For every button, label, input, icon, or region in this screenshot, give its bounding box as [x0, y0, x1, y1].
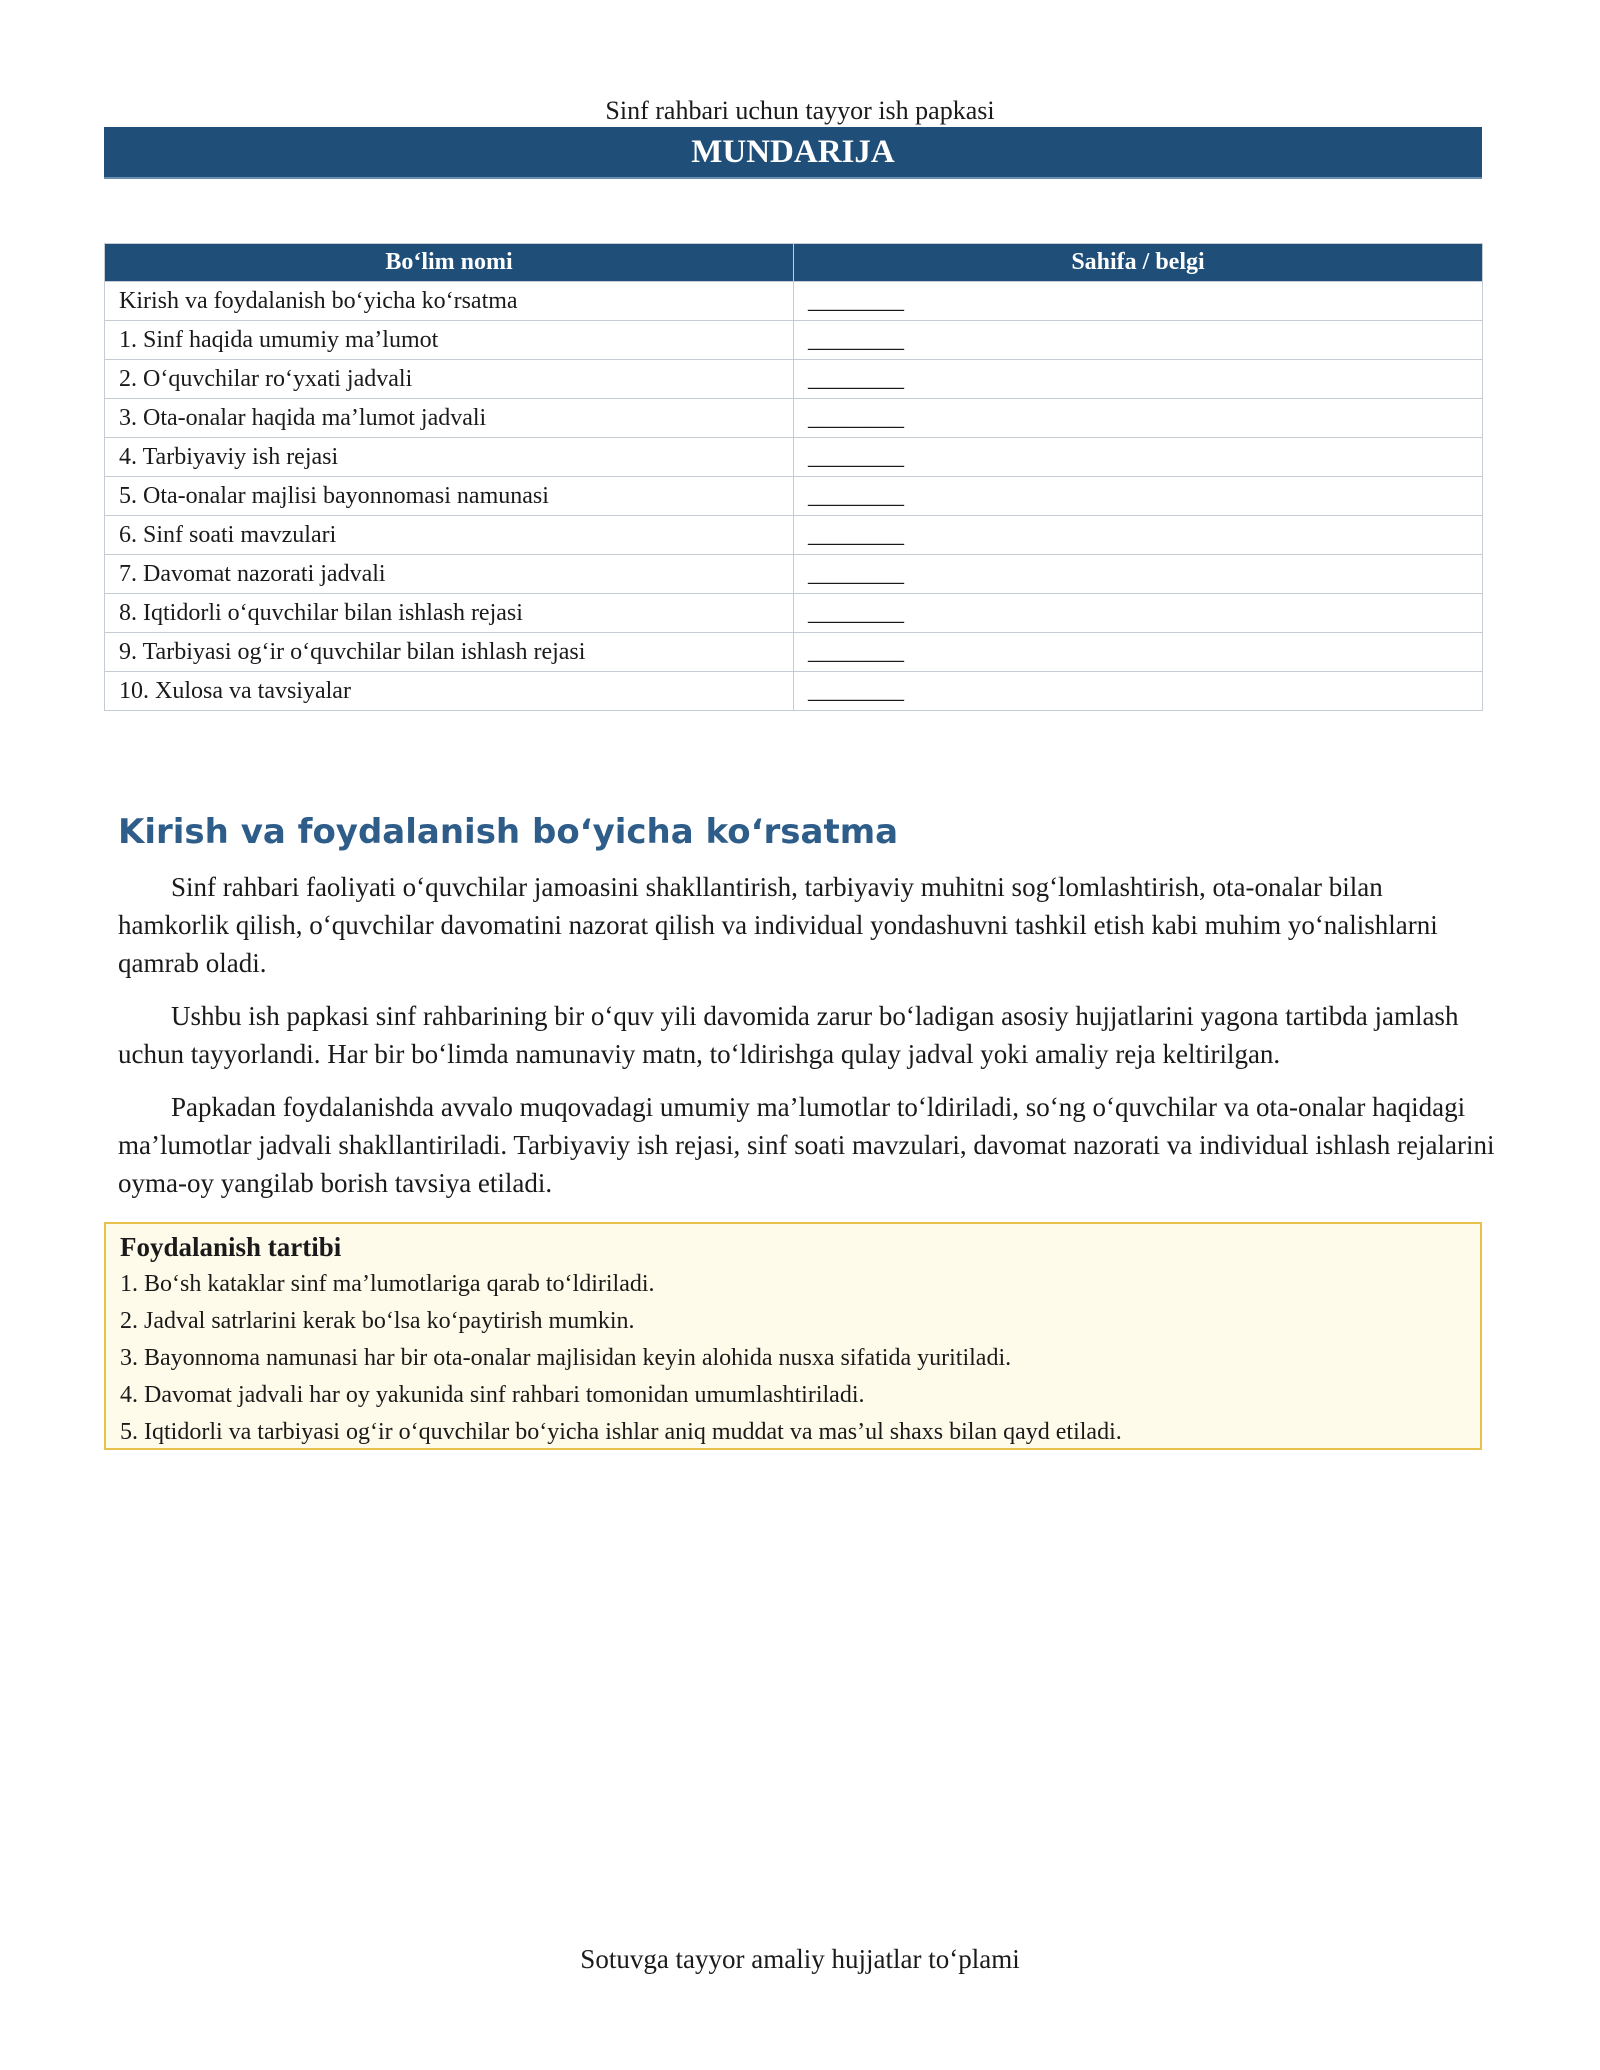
toc-page-blank: ________: [794, 321, 1483, 360]
list-item: 4. Davomat jadvali har oy yakunida sinf rahbari tomonidan umumlashtiriladi.: [120, 1382, 865, 1408]
toc-page-blank: ________: [794, 438, 1483, 477]
table-row: [105, 477, 1483, 516]
toc-page-blank: ________: [794, 282, 1483, 321]
note-title: Foydalanish tartibi: [120, 1232, 342, 1262]
toc-section-name: 9. Tarbiyasi og‘ir o‘quvchilar bilan ishlash rejasi: [105, 633, 794, 672]
table-row: [105, 438, 1483, 477]
page-header: Sinf rahbari uchun tayyor ish papkasi: [605, 96, 995, 125]
toc-section-name: 7. Davomat nazorati jadvali: [105, 555, 794, 594]
list-item: 3. Bayonnoma namunasi har bir ota-onalar majlisidan keyin alohida nusxa sifatida yuritiladi.: [120, 1345, 1012, 1371]
toc-page-blank: ________: [794, 594, 1483, 633]
section-heading: Kirish va foydalanish bo‘yicha ko‘rsatma: [118, 812, 899, 852]
toc-page-blank: ________: [794, 477, 1483, 516]
section-body: [118, 868, 1498, 1217]
toc-header-row: [105, 244, 1483, 282]
list-item: 5. Iqtidorli va tarbiyasi og‘ir o‘quvchilar bo‘yicha ishlar aniq muddat va mas’ul shaxs bilan qayd etiladi.: [120, 1419, 1122, 1445]
body-paragraph: Sinf rahbari faoliyati o‘quvchilar jamoasini shakllantirish, tarbiyaviy muhitni sog‘lomlashtirish, ota-onalar bilan hamkorlik qilish, o‘quvchilar davomatini nazorat qilish va individual yondashuvni tashkil etish kabi muhim yo‘nalishlarni qamrab oladi.: [118, 872, 1438, 978]
toc-section-name: Kirish va foydalanish bo‘yicha ko‘rsatma: [105, 282, 794, 321]
toc-section-name: 5. Ota-onalar majlisi bayonnomasi namunasi: [105, 477, 794, 516]
list-item: 1. Bo‘sh kataklar sinf ma’lumotlariga qarab to‘ldiriladi.: [120, 1271, 655, 1297]
toc-page-blank: ________: [794, 672, 1483, 711]
title-bar: MUNDARIJA: [104, 127, 1482, 179]
toc-column-header-page: Sahifa / belgi: [794, 244, 1483, 282]
body-paragraph: Papkadan foydalanishda avvalo muqovadagi umumiy ma’lumotlar to‘ldiriladi, so‘ng o‘quvchilar va ota-onalar haqidagi ma’lumotlar jadvali shakllantiriladi. Tarbiyaviy ish rejasi, sinf soati mavzulari, davomat nazorati va individual ishlash rejalarini oyma-oy yangilab borish tavsiya etiladi.: [118, 1092, 1495, 1198]
toc-page-blank: ________: [794, 516, 1483, 555]
toc-section-name: 8. Iqtidorli o‘quvchilar bilan ishlash rejasi: [105, 594, 794, 633]
table-row: [105, 633, 1483, 672]
toc-section-name: 10. Xulosa va tavsiyalar: [105, 672, 794, 711]
table-row: [105, 360, 1483, 399]
body-paragraph: Ushbu ish papkasi sinf rahbarining bir o‘quv yili davomida zarur bo‘ladigan asosiy hujjatlarini yagona tartibda jamlash uchun tayyorlandi. Har bir bo‘limda namunaviy matn, to‘ldirishga qulay jadval yoki amaliy reja keltirilgan.: [118, 1001, 1459, 1069]
note-list: [120, 1266, 1466, 1451]
toc-page-blank: ________: [794, 555, 1483, 594]
table-row: [105, 516, 1483, 555]
toc-section-name: 3. Ota-onalar haqida ma’lumot jadvali: [105, 399, 794, 438]
toc-section-name: 1. Sinf haqida umumiy ma’lumot: [105, 321, 794, 360]
toc-section-name: 2. O‘quvchilar ro‘yxati jadvali: [105, 360, 794, 399]
toc-page-blank: ________: [794, 399, 1483, 438]
page-footer: Sotuvga tayyor amaliy hujjatlar to‘plami: [580, 1944, 1020, 1974]
table-row: [105, 282, 1483, 321]
table-row: [105, 555, 1483, 594]
table-row: [105, 399, 1483, 438]
toc-page-blank: ________: [794, 360, 1483, 399]
toc-page-blank: ________: [794, 633, 1483, 672]
table-row: [105, 672, 1483, 711]
table-row: [105, 594, 1483, 633]
toc-section-name: 4. Tarbiyaviy ish rejasi: [105, 438, 794, 477]
table-row: [105, 321, 1483, 360]
toc-section-name: 6. Sinf soati mavzulari: [105, 516, 794, 555]
usage-note-box: [104, 1222, 1482, 1450]
toc-column-header-section: Bo‘lim nomi: [105, 244, 794, 282]
list-item: 2. Jadval satrlarini kerak bo‘lsa ko‘paytirish mumkin.: [120, 1308, 635, 1334]
toc-table: [104, 243, 1483, 711]
